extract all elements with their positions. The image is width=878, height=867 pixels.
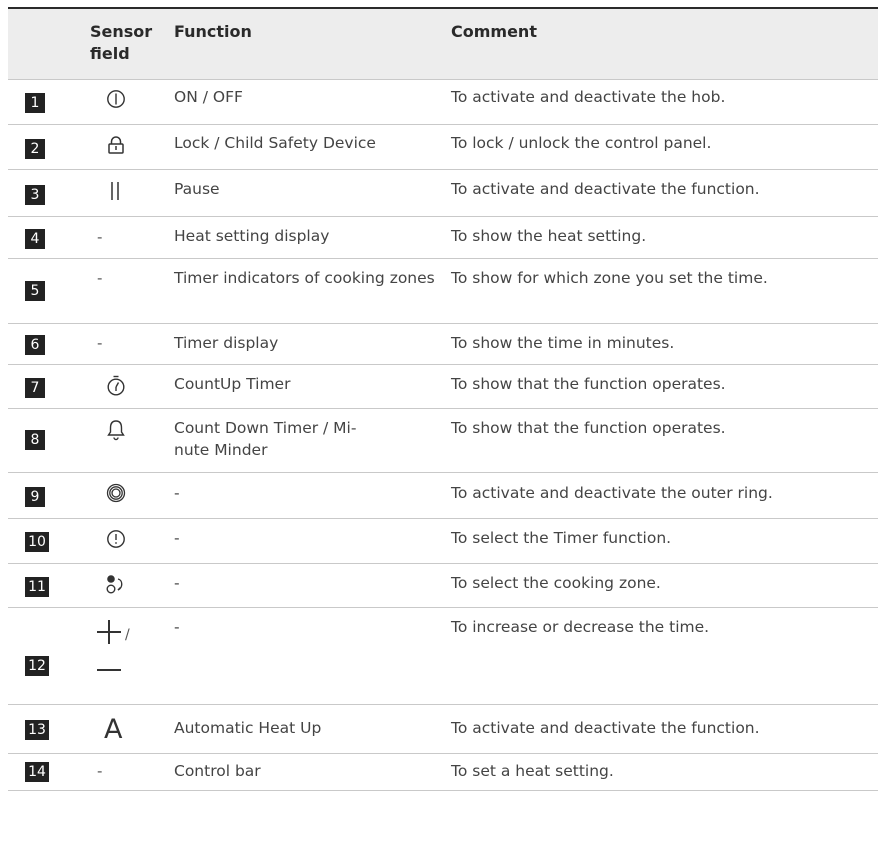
function-text: Lock / Child Safety Device (174, 134, 376, 152)
table-row (8, 519, 878, 564)
row-number: 13 (25, 720, 49, 740)
row-number: 4 (25, 229, 45, 249)
table-row (8, 473, 878, 519)
row-number: 3 (25, 185, 45, 205)
row-number: 8 (25, 430, 45, 450)
function-text: Timer display (174, 334, 279, 352)
header-comment: Comment (451, 22, 537, 41)
table-row (8, 170, 878, 217)
table-row (8, 409, 878, 473)
timer-select-icon (106, 529, 126, 549)
table-row (8, 217, 878, 259)
comment-text: To show that the function operates. (451, 419, 726, 437)
sensor-separator: / (125, 627, 130, 643)
countup-timer-icon (106, 375, 126, 397)
comment-text: To lock / unlock the control panel. (451, 134, 712, 152)
function-text: Count Down Timer / Mi-nute Minder (174, 419, 357, 459)
comment-text: To show the heat setting. (451, 227, 647, 245)
row-number: 11 (25, 577, 49, 597)
comment-text: To activate and deactivate the outer ring. (451, 484, 773, 502)
comment-text: To select the Timer function. (451, 529, 672, 547)
comment-text: To set a heat setting. (451, 762, 614, 780)
table-row (8, 705, 878, 754)
row-number: 12 (25, 656, 49, 676)
comment-text: To activate and deactivate the hob. (451, 88, 726, 106)
table-row (8, 365, 878, 409)
function-text: Heat setting display (174, 227, 330, 245)
table-header (8, 9, 878, 80)
power-icon (106, 89, 126, 109)
sensor-text: - (97, 762, 103, 780)
header-sensor-field: Sensor field (90, 22, 153, 63)
function-text: - (174, 529, 180, 547)
lock-icon (106, 135, 126, 155)
table-row (8, 125, 878, 170)
table-row (8, 324, 878, 365)
table-row (8, 564, 878, 608)
function-text: Automatic Heat Up (174, 719, 322, 737)
function-text: Timer indicators of cooking zones (174, 269, 435, 287)
comment-text: To activate and deactivate the function. (451, 719, 760, 737)
row-number: 9 (25, 487, 45, 507)
plus-minus-icon (96, 620, 126, 672)
row-number: 1 (25, 93, 45, 113)
row-number: 2 (25, 139, 45, 159)
row-number: 10 (25, 532, 49, 552)
comment-text: To show that the function operates. (451, 375, 726, 393)
comment-text: To increase or decrease the time. (451, 618, 710, 636)
function-text: Pause (174, 180, 220, 198)
table-row (8, 754, 878, 791)
function-text: Control bar (174, 762, 261, 780)
table-row (8, 259, 878, 324)
table-row (8, 79, 878, 125)
function-text: - (174, 618, 180, 636)
bell-icon (106, 419, 126, 441)
row-number: 14 (25, 762, 49, 782)
comment-text: To show the time in minutes. (451, 334, 675, 352)
zone-select-icon (106, 574, 130, 596)
header-function: Function (174, 22, 252, 41)
outer-ring-icon (106, 483, 126, 503)
function-text: - (174, 574, 180, 592)
function-text: - (174, 484, 180, 502)
function-text: ON / OFF (174, 88, 243, 106)
row-number: 6 (25, 335, 45, 355)
function-text: CountUp Timer (174, 375, 291, 393)
comment-text: To activate and deactivate the function. (451, 180, 760, 198)
comment-text: To select the cooking zone. (451, 574, 661, 592)
sensor-text: - (97, 228, 103, 246)
sensor-text: - (97, 334, 103, 352)
automatic-heat-up-symbol: A (104, 714, 123, 745)
sensor-text: - (97, 269, 103, 287)
pause-icon (108, 180, 122, 202)
comment-text: To show for which zone you set the time. (451, 269, 768, 287)
table-row (8, 608, 878, 705)
row-number: 5 (25, 281, 45, 301)
row-number: 7 (25, 378, 45, 398)
